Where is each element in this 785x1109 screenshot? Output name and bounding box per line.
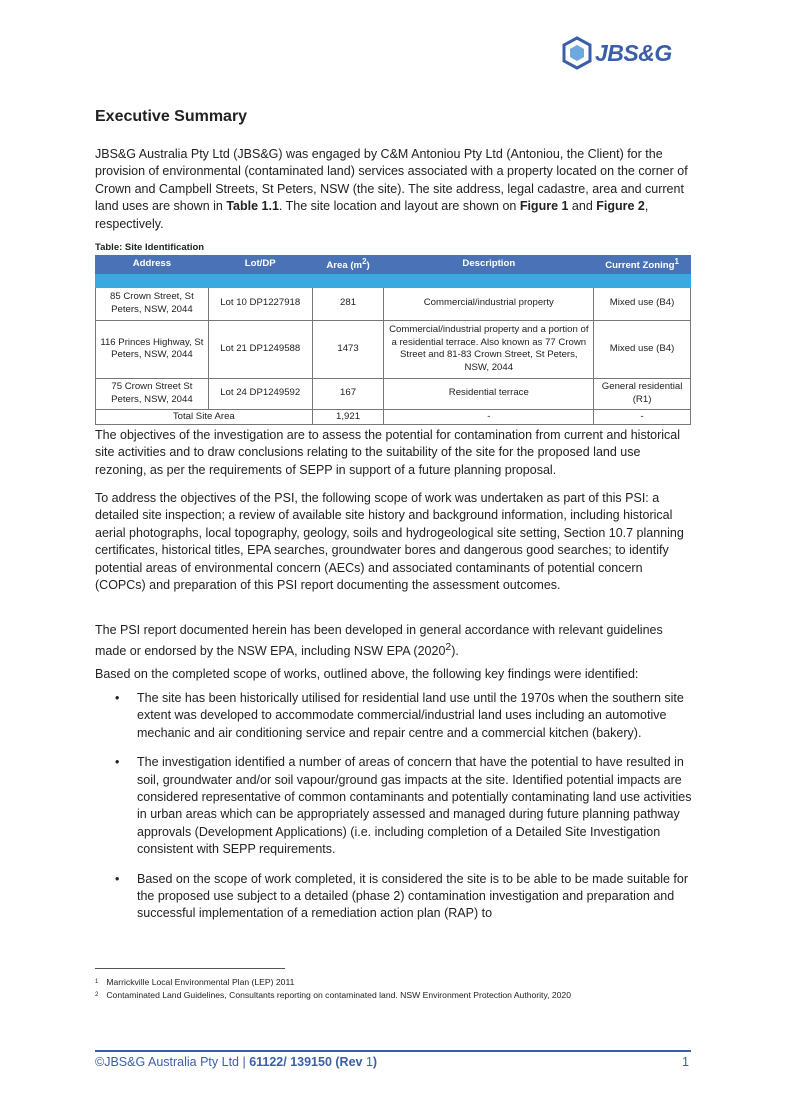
cell-address: 85 Crown Street, St Peters, NSW, 2044 xyxy=(96,287,209,320)
company-logo xyxy=(561,36,693,70)
bullet-icon: • xyxy=(115,691,120,705)
cell-zoning: Mixed use (B4) xyxy=(594,287,691,320)
cell-lot: Lot 24 DP1249592 xyxy=(208,378,312,409)
list-item: • The investigation identified a number of areas of concern that have the potential to have resulted in soil, groundwater and/or soil vapour/ground gas impacts at the site. Identified potential impacts are considered representative of common contaminants and potentially contaminating land use activities in urban areas which can be appropriately assessed and managed during future planning pathway approvals (Development Applications) (i.e. including completion of a Detailed Site Investigation consistent with SEPP requirements. xyxy=(115,755,692,857)
cell-total-description: - xyxy=(384,409,594,424)
bullet-icon: • xyxy=(115,871,120,886)
cell-total-zoning: - xyxy=(594,409,691,424)
table-total-row xyxy=(96,409,691,424)
footnote-divider xyxy=(95,968,285,969)
header-description: Description xyxy=(384,256,594,274)
cell-area: 167 xyxy=(312,378,384,409)
cell-zoning: Mixed use (B4) xyxy=(594,320,691,378)
table-ref: Table 1.1 xyxy=(226,199,279,214)
figure-2-ref: Figure 2 xyxy=(596,199,645,214)
list-item: • The site has been historically utilised for residential land use until the 1970s when the southern site extent was developed to accommodate commercial/industrial land uses including an automotive mechanic and air conditioning service and repair centre and a commercial kitchen (bakery). xyxy=(115,691,684,740)
header-zoning: Current Zoning$^1$ xyxy=(594,256,691,274)
header-area: Area $(m^2)$ xyxy=(312,256,384,274)
footer-reference: ©JBS&G Australia Pty Ltd | 61122/ 139150 (Rev 1) xyxy=(95,1055,378,1069)
cell-description: Commercial/industrial property and a portion of a residential terrace. Also known as 77 Crown Street and 81-83 Crown Street, St Peters, NSW, 2044 xyxy=(384,320,594,378)
page-title: Executive Summary xyxy=(95,108,248,125)
objectives-paragraph: The objectives of the investigation are to assess the potential for contamination from current and historical site activities and to draw conclusions relating to the suitability of the site for the proposed land use rezoning, as per the requirements of SEPP in support of a future planning proposal. xyxy=(95,428,681,477)
table-band-row xyxy=(96,273,691,287)
cell-area: 1473 xyxy=(312,320,384,378)
findings-intro-paragraph: Based on the completed scope of works, outlined above, the following key findings were identified: xyxy=(95,667,639,681)
cell-address: 116 Princes Highway, St Peters, NSW, 2044 xyxy=(96,320,209,378)
page-number: 1 xyxy=(682,1055,689,1069)
intro-paragraph: JBS&G Australia Pty Ltd (JBS&G) was engaged by C&M Antoniou Pty Ltd (Antoniou, the Client) for the provision of environmental (contaminated land) services associated with a property located on the corner of Crown and Campbell Streets, St Peters, NSW (the site). The site address, legal cadastre, area and current land uses are shown in Table 1.1. The site location and layout are shown on Figure 1 and Figure 2, respectively. xyxy=(95,147,688,231)
bullet-icon: • xyxy=(115,755,120,770)
table-caption: Table: Site Identification xyxy=(95,242,205,253)
key-findings-list xyxy=(95,690,695,935)
table-header-row xyxy=(96,256,691,274)
list-item: • Based on the scope of work completed, it is considered the site is to be able to be made suitable for the proposed use subject to a detailed (phase 2) contamination investigation and preparation and successful implementation of a remediation action plan (RAP) to xyxy=(115,871,689,921)
footnote-ref-2: 2 xyxy=(445,642,452,654)
table-row xyxy=(96,320,691,378)
scope-paragraph: To address the objectives of the PSI, the following scope of work was undertaken as part of this PSI: a detailed site inspection; a review of available site history and background information, including historical aerial photographs, local topography, geology, soils and hydrogeological site setting, Section 10.7 planning certificates, historical titles, EPA searches, groundwater bores and dangerous good searches; to identify potential areas of environmental concern (AECs) and associated contaminants of potential concern (COPCs) and preparation of this PSI report documenting the assessment outcomes. xyxy=(95,491,684,593)
header-address: Address xyxy=(96,256,209,274)
cell-description: Commercial/industrial property xyxy=(384,287,594,320)
header-lot-dp: Lot/DP xyxy=(208,256,312,274)
cell-zoning: General residential (R1) xyxy=(594,378,691,409)
table-row xyxy=(96,287,691,320)
cell-total-label: Total Site Area xyxy=(96,409,313,424)
cell-total-area: 1,921 xyxy=(312,409,384,424)
footer-divider xyxy=(95,1050,691,1052)
cell-area: 281 xyxy=(312,287,384,320)
site-identification-table xyxy=(95,255,691,425)
guidelines-paragraph: The PSI report documented herein has been developed in general accordance with relevant guidelines made or endorsed by the NSW EPA, including NSW EPA (2020$^2$). xyxy=(95,623,663,659)
cell-lot: Lot 10 DP1227918 xyxy=(208,287,312,320)
figure-1-ref: Figure 1 xyxy=(519,199,569,214)
cell-address: 75 Crown Street St Peters, NSW, 2044 xyxy=(96,378,209,409)
cell-description: Residential terrace xyxy=(384,378,594,409)
table-row xyxy=(96,378,691,409)
logo-text: JBS&G xyxy=(595,39,672,66)
footnote-1: $^1$ Marrickville Local Environmental Plan (LEP) 2011 xyxy=(95,977,295,987)
cell-lot: Lot 21 DP1249588 xyxy=(208,320,312,378)
jbsg-logo-icon xyxy=(561,36,593,70)
footnote-2: $^2$ Contaminated Land Guidelines, Consultants reporting on contaminated land. NSW Environment Protection Authority, 2020 xyxy=(95,990,571,1000)
